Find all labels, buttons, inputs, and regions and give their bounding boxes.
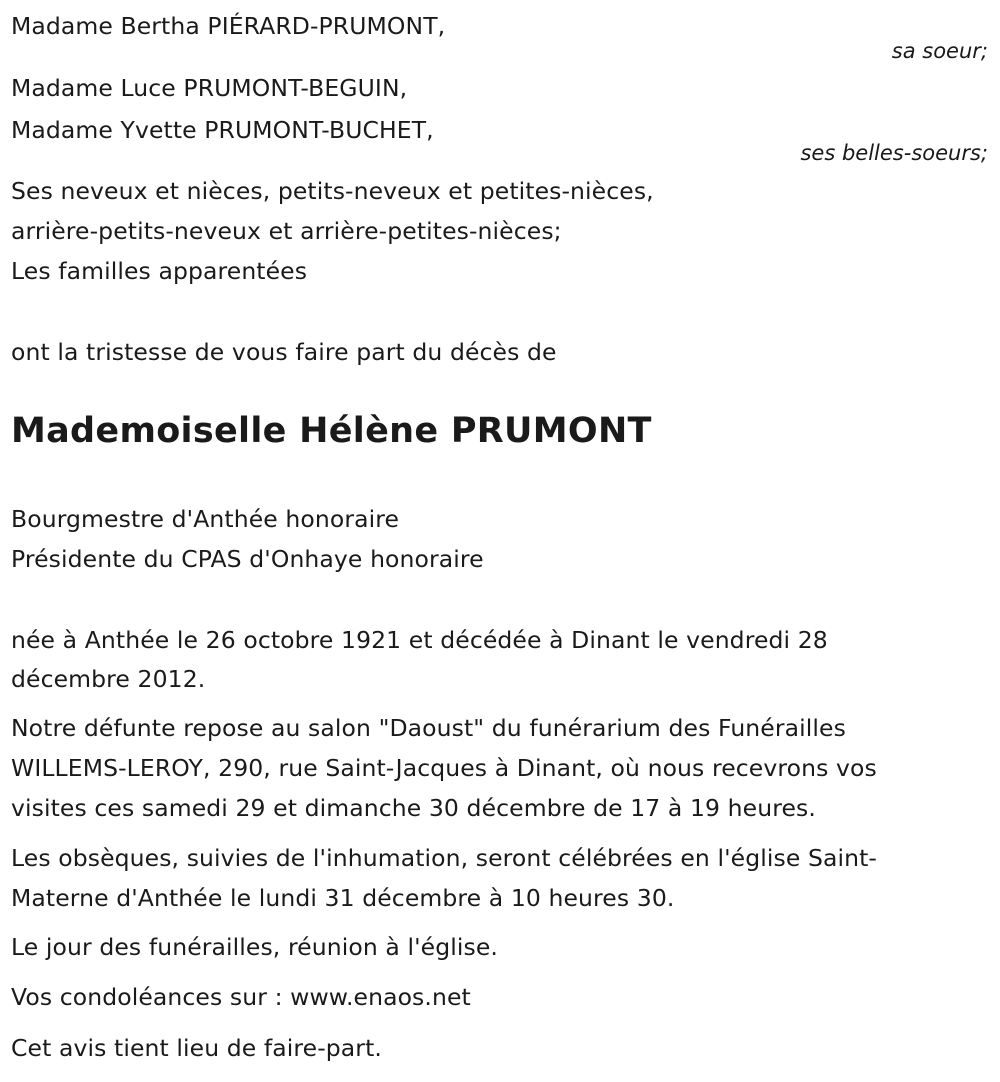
sister-in-law-1: Madame Luce PRUMONT-BEGUIN, [11,74,408,102]
visitation-line-2: WILLEMS-LEROY, 290, rue Saint-Jacques à Dinant, où nous recevrons vos [11,754,877,782]
visitation-line-3: visites ces samedi 29 et dimanche 30 décembre de 17 à 19 heures. [11,794,816,822]
announcement: ont la tristesse de vous faire part du décès de [11,338,557,366]
sister-in-law-2: Madame Yvette PRUMONT-BUCHET, [11,116,434,144]
nephews-line-2: arrière-petits-neveux et arrière-petites-nièces; [11,217,562,245]
funeral-line-1: Les obsèques, suivies de l'inhumation, seront célébrées en l'église Saint- [11,844,877,872]
birth-death-line-2: décembre 2012. [11,665,206,693]
birth-death-line-1: née à Anthée le 26 octobre 1921 et décédée à Dinant le vendredi 28 [11,626,828,654]
deceased-title-2: Présidente du CPAS d'Onhaye honoraire [11,545,484,573]
nephews-line-1: Ses neveux et nièces, petits-neveux et petites-nièces, [11,177,654,205]
meeting-info: Le jour des funérailles, réunion à l'église. [11,933,498,961]
sister-name: Madame Bertha PIÉRARD-PRUMONT, [11,12,446,40]
condolences-info: Vos condoléances sur : www.enaos.net [11,983,471,1011]
deceased-name: Mademoiselle Hélène PRUMONT [11,411,652,451]
funeral-line-2: Materne d'Anthée le lundi 31 décembre à 10 heures 30. [11,884,675,912]
visitation-line-1: Notre défunte repose au salon "Daoust" du funérarium des Funérailles [11,714,846,742]
sister-relation: sa soeur; [891,39,988,63]
deceased-title-1: Bourgmestre d'Anthée honoraire [11,505,400,533]
sisters-in-law-relation: ses belles-soeurs; [800,141,988,165]
related-families: Les familles apparentées [11,257,308,285]
notice-info: Cet avis tient lieu de faire-part. [11,1034,382,1062]
